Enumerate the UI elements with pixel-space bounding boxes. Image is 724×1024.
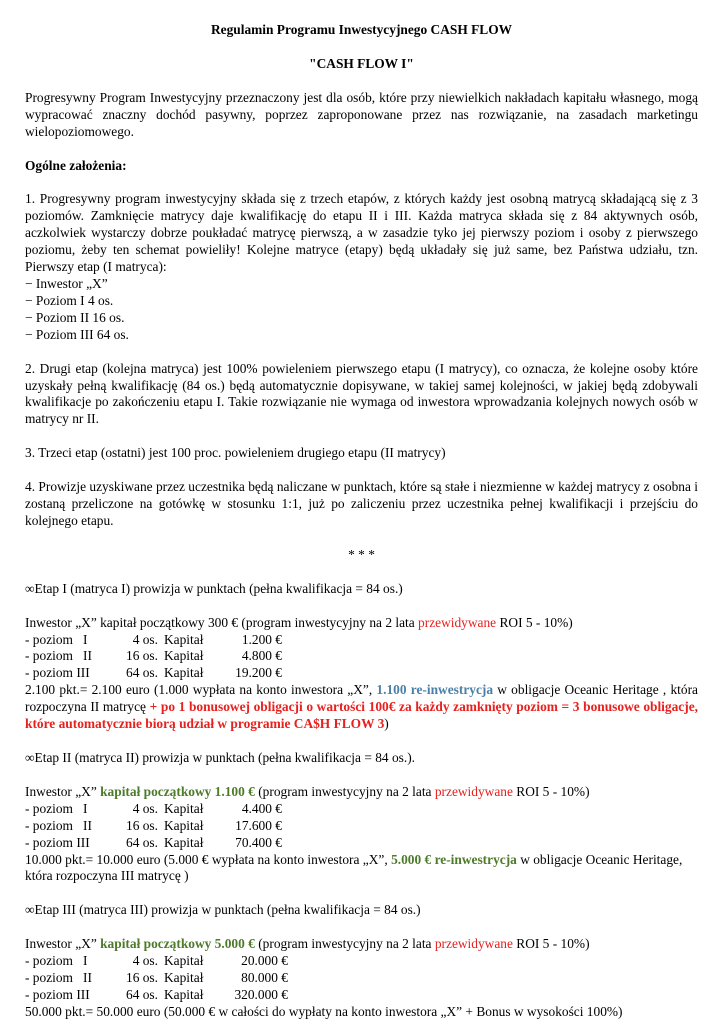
separator: * * * bbox=[348, 546, 375, 562]
paragraph-2: 2. Drugi etap (kolejna matryca) jest 100% powieleniem pierwszego etapu (I matrycy), co oznacza, że kolejne osoby które uzyskały pełną kwalifikację (84 os.) będą automatycznie dopisywane, w takiej samej kolejności, w jakiej będą zdobywali kwalifikacje po zakończeniu etapu I. Takie rozwiązanie nie wymaga od inwestora wprowadzania kolejnych nowych osób w matrycy nr II. bbox=[25, 360, 698, 427]
intro-paragraph: Progresywny Program Inwestycyjny przeznaczony jest dla osób, które przy niewielkich nakładach kapitału własnego, mogą wypracować znaczny dochód pasywny, poprzez zaproponowane przez nas rozwiązanie, na zasadach marketingu wielopoziomowego. bbox=[25, 89, 698, 139]
stage-2-heading: ∞Etap II (matryca II) prowizja w punktach (pełna kwalifikacja = 84 os.). bbox=[25, 750, 416, 765]
level-row: - poziom II 16 os. Kapitał 17.600 € bbox=[25, 817, 282, 833]
document-title: Regulamin Programu Inwestycyjnego CASH FLOW bbox=[210, 22, 513, 37]
level-row: - poziom III 64 os. Kapitał 70.400 € bbox=[25, 834, 282, 850]
paragraph-1: 1. Progresywny program inwestycyjny składa się z trzech etapów, z których każdy jest osobną matrycą składającą się z 3 poziomów. Zamknięcie matrycy daje kwalifikację do etapu II i III. Każda matryca składa się z 84 aktywnych osób, aczkolwiek wystarczy dobrze poukładać matrycę pierwszą, a w zasadzie tyko jej pierwszy poziom i osoby z pierwszego poziomu, żeby ten schemat powieliły! Kolejne matryce (etapy) będą układały się już same, bez Państwa udziału, tzn. Pierwszy etap (I matryca): bbox=[25, 191, 698, 275]
document-subtitle: "CASH FLOW I" bbox=[309, 55, 414, 71]
stage-3-heading: ∞Etap III (matryca III) prowizja w punktach (pełna kwalifikacja = 84 os.) bbox=[25, 902, 421, 918]
paragraph-4: 4. Prowizje uzyskiwane przez uczestnika będą naliczane w punktach, które są stałe i niezmienne w każdej matrycy z osobna i zostaną przeliczone na gotówkę w stosunku 1:1, już po zaliczeniu przez uczestnika pełnej kwalifikacji i przejściu do kolejnego etapu. bbox=[25, 479, 698, 528]
list-item: − Poziom II 16 os. bbox=[25, 309, 125, 325]
list-item: − Inwestor „X” bbox=[25, 275, 108, 291]
level-row: - poziom III 64 os. Kapitał 320.000 € bbox=[25, 986, 288, 1002]
stage-2-summary: 10.000 pkt.= 10.000 euro (5.000 € wypłata na konto inwestora „X”, 5.000 € re-inwestrycja w obligacje Oceanic Heritage, która rozpoczyna III matrycę ) bbox=[25, 851, 683, 884]
stage-1-investor: Inwestor „X” kapitał początkowy 300 € (program inwestycyjny na 2 lata przewidywane ROI 5 - 10%) bbox=[25, 614, 573, 630]
paragraph-3: 3. Trzeci etap (ostatni) jest 100 proc. powieleniem drugiego etapu (II matrycy) bbox=[25, 445, 446, 461]
level-row: - poziom II 16 os. Kapitał 80.000 € bbox=[25, 970, 288, 986]
list-item: − Poziom I 4 os. bbox=[25, 292, 114, 308]
stage-1-summary: 2.100 pkt.= 2.100 euro (1.000 wypłata na konto inwestora „X”, 1.100 re-inwestrycja w obligacje Oceanic Heritage , która rozpoczyna II matrycę + po 1 bonusowej obligacji o wartości 100€ za każdy zamknięty poziom = 3 bonusowe obligacje, które automatycznie biorą udział w programie CA$H FLOW 3) bbox=[25, 682, 698, 732]
level-row: - poziom II 16 os. Kapitał 4.800 € bbox=[25, 648, 282, 664]
level-row: - poziom I 4 os. Kapitał 4.400 € bbox=[25, 800, 282, 816]
section-heading: Ogólne założenia: bbox=[25, 157, 127, 173]
stage-3-investor: Inwestor „X” kapitał początkowy 5.000 € (program inwestycyjny na 2 lata przewidywane ROI 5 - 10%) bbox=[25, 936, 590, 952]
level-row: - poziom III 64 os. Kapitał 19.200 € bbox=[25, 665, 282, 681]
level-row: - poziom I 4 os. Kapitał 1.200 € bbox=[25, 631, 282, 647]
stage-3-summary: 50.000 pkt.= 50.000 euro (50.000 € w całości do wypłaty na konto inwestora „X” + Bonus w wysokości 100%) bbox=[25, 1003, 623, 1019]
stage-2-investor: Inwestor „X” kapitał początkowy 1.100 € (program inwestycyjny na 2 lata przewidywane ROI 5 - 10%) bbox=[25, 783, 590, 799]
level-row: - poziom I 4 os. Kapitał 20.000 € bbox=[25, 953, 288, 969]
list-item: − Poziom III 64 os. bbox=[25, 326, 129, 342]
stage-1-heading: ∞Etap I (matryca I) prowizja w punktach (pełna kwalifikacja = 84 os.) bbox=[25, 580, 403, 596]
